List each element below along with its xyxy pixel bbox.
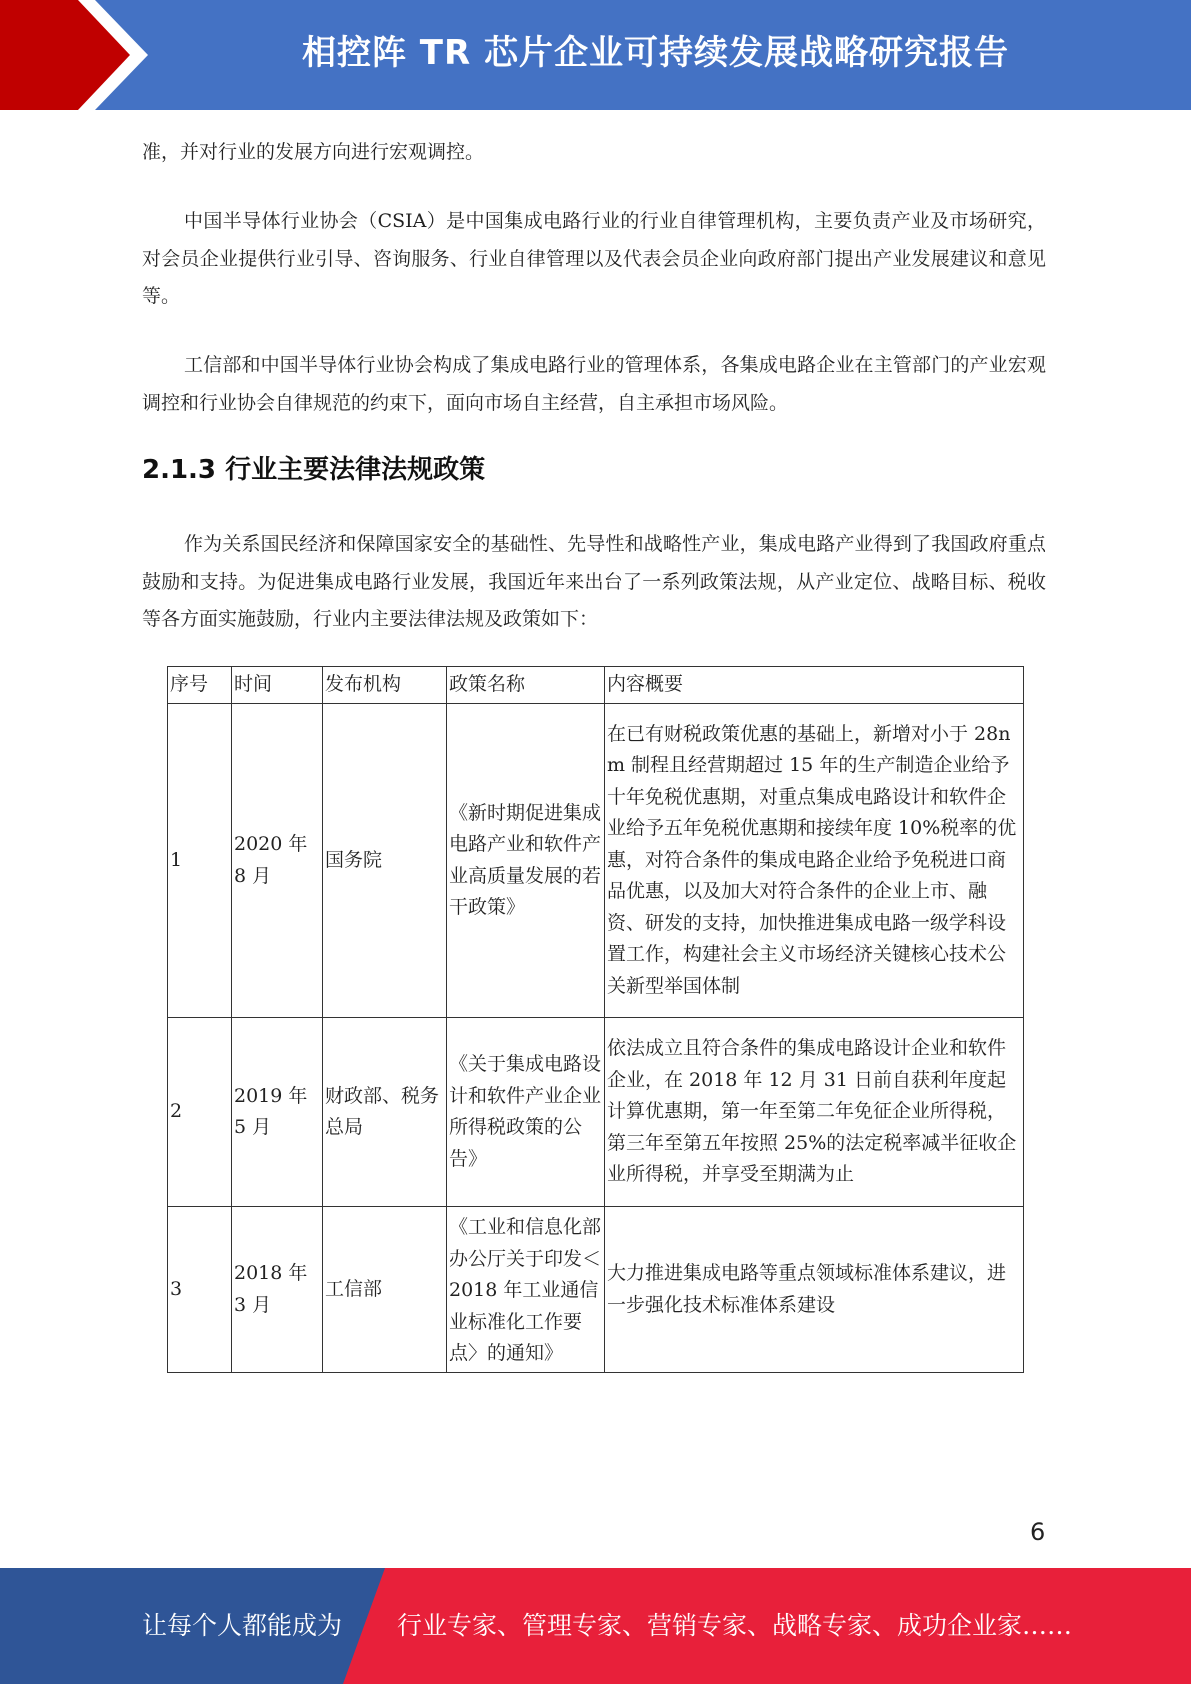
header-cell-name: 政策名称: [447, 667, 605, 704]
page-header: [0, 0, 1191, 110]
cell-time: 2020 年 8 月: [232, 704, 323, 1018]
table-row: [168, 1018, 1024, 1207]
cell-no: 1: [168, 704, 232, 1018]
paragraph-management-system: 工信部和中国半导体行业协会构成了集成电路行业的管理体系，各集成电路企业在主管部门的产业宏观调控和行业协会自律规范的约束下，面向市场自主经营，自主承担市场风险。: [142, 354, 1046, 414]
policy-table: [167, 666, 1024, 1373]
cell-content: 大力推进集成电路等重点领域标准体系建议，进一步强化技术标准体系建设: [605, 1207, 1024, 1373]
page-number: 6: [1030, 1518, 1046, 1546]
cell-no: 2: [168, 1018, 232, 1207]
footer-slogan-right: 行业专家、管理专家、营销专家、战略专家、成功企业家……: [397, 1611, 1073, 1640]
table-row: [168, 1207, 1024, 1373]
header-cell-content: 内容概要: [605, 667, 1024, 704]
paragraph-policy-intro: 作为关系国民经济和保障国家安全的基础性、先导性和战略性产业，集成电路产业得到了我国政府重点鼓励和支持。为促进集成电路行业发展，我国近年来出台了一系列政策法规，从产业定位、战略目标、税收等各方面实施鼓励，行业内主要法律法规及政策如下：: [142, 533, 1046, 630]
table-header-row: [168, 667, 1024, 704]
header-cell-time: 时间: [232, 667, 323, 704]
cell-org: 财政部、税务总局: [323, 1018, 447, 1207]
table-row: [168, 704, 1024, 1018]
header-cell-no: 序号: [168, 667, 232, 704]
header-arrow-decoration: [0, 0, 160, 110]
cell-time: 2019 年 5 月: [232, 1018, 323, 1207]
section-heading: 2.1.3 行业主要法律法规政策: [142, 455, 486, 485]
report-title: 相控阵 TR 芯片企业可持续发展战略研究报告: [301, 33, 1010, 73]
paragraph-csia: 中国半导体行业协会（CSIA）是中国集成电路行业的行业自律管理机构，主要负责产业及市场研究，对会员企业提供行业引导、咨询服务、行业自律管理以及代表会员企业向政府部门提出产业发展建议和意见等。: [142, 210, 1046, 307]
page-footer: [0, 1568, 1191, 1684]
cell-org: 工信部: [323, 1207, 447, 1373]
cell-policy-name-text: 《工业和信息化部办公厅关于印发＜2018 年工业通信业标准化工作要点〉的通知》: [449, 1216, 602, 1364]
cell-policy-name: 《新时期促进集成电路产业和软件产业高质量发展的若干政策》: [447, 704, 605, 1018]
header-cell-org: 发布机构: [323, 667, 447, 704]
cell-no: 3: [168, 1207, 232, 1373]
cell-policy-name: [447, 1207, 605, 1373]
cell-content: 在已有财税政策优惠的基础上，新增对小于 28nm 制程且经营期超过 15 年的生产制造企业给予十年免税优惠期，对重点集成电路设计和软件企业给予五年免税优惠期和接续年度 10%税率的优惠，对符合条件的集成电路企业给予免税进口商品优惠，以及加大对符合条件的企业上市、融资、研发的支持，加快推进集成电路一级学科设置工作，构建社会主义市场经济关键核心技术公关新型举国体制: [605, 704, 1024, 1018]
paragraph-continuation: 准，并对行业的发展方向进行宏观调控。: [142, 141, 485, 163]
cell-org: 国务院: [323, 704, 447, 1018]
cell-content: 依法成立且符合条件的集成电路设计企业和软件企业，在 2018 年 12 月 31 日前自获利年度起计算优惠期，第一年至第二年免征企业所得税，第三年至第五年按照 25%的法定税率减半征收企业所得税，并享受至期满为止: [605, 1018, 1024, 1207]
cell-policy-name: 《关于集成电路设计和软件产业企业所得税政策的公告》: [447, 1018, 605, 1207]
footer-slogan-left: 让每个人都能成为: [142, 1611, 343, 1640]
cell-time: 2018 年 3 月: [232, 1207, 323, 1373]
